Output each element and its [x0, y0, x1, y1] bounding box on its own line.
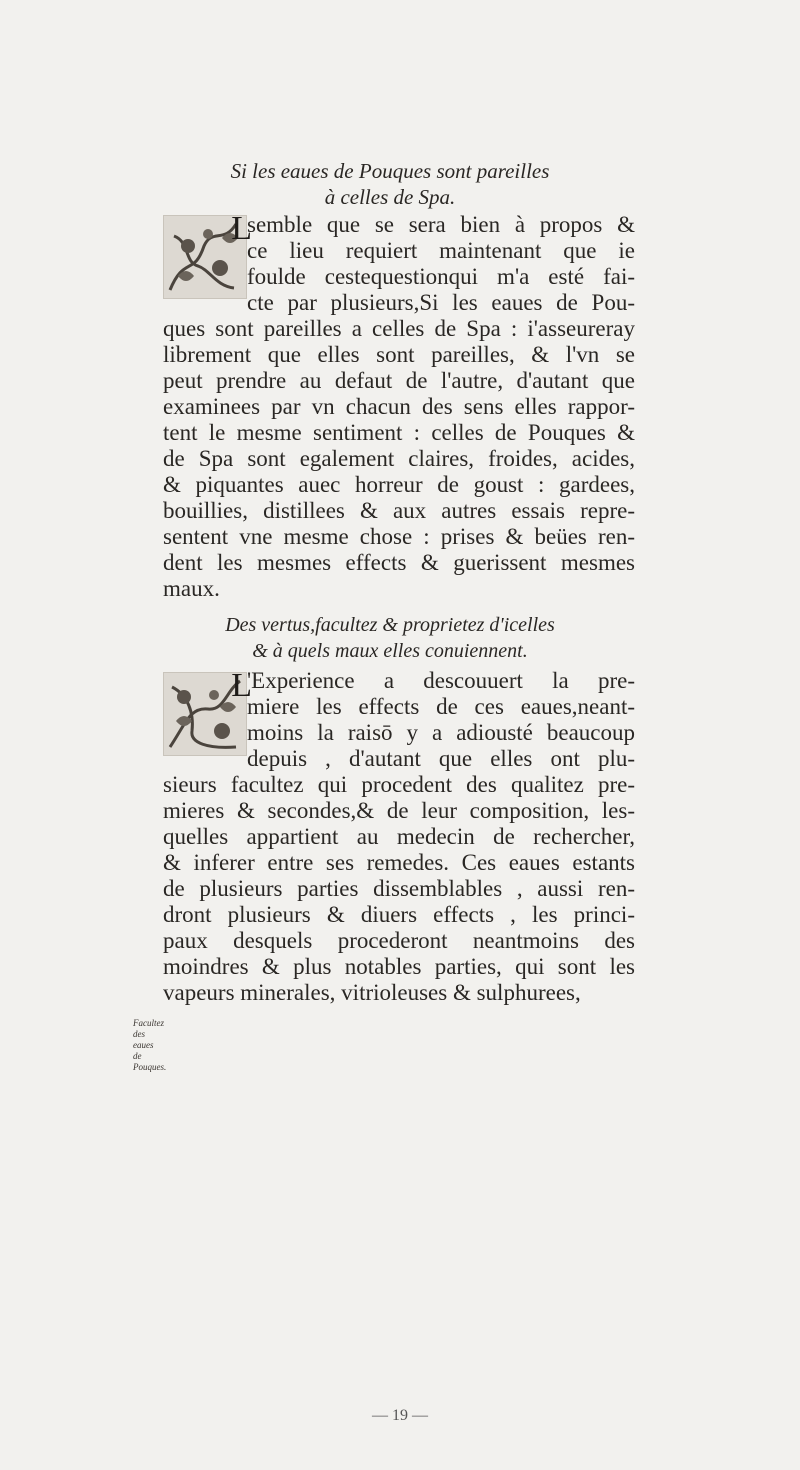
- heading-line: à celles de Spa.: [324, 185, 456, 209]
- text-line: dront plusieurs & diuers effects , les princi-: [163, 902, 635, 927]
- text-line: ce lieu requiert maintenant que ie: [247, 238, 635, 263]
- ornamental-initial-L: [163, 667, 252, 756]
- margin-note-line: de Pouques.: [133, 1051, 167, 1072]
- margin-note-line: des eaues: [133, 1029, 154, 1050]
- heading-line: & à quels maux elles conuiennent.: [252, 640, 528, 662]
- margin-note-line: Facultez: [133, 1018, 164, 1028]
- ornamental-initial-L: [163, 210, 252, 299]
- text-line: quelles appartient au medecin de rechercher,: [163, 824, 635, 849]
- chapter-heading: [150, 158, 630, 210]
- text-line: & piquantes auec horreur de goust : gardees,: [163, 472, 635, 497]
- text-line: dent les mesmes effects & guerissent mesmes: [163, 550, 635, 575]
- text-line: sentent vne mesme chose : prises & beües ren-: [163, 524, 635, 549]
- text-line: & inferer entre ses remedes. Ces eaues estants: [163, 850, 635, 875]
- text-line: mieres & secondes,& de leur composition, les-: [163, 798, 635, 823]
- text-line: peut prendre au defaut de l'autre, d'autant que: [163, 368, 635, 393]
- text-line: bouillies, distillees & aux autres essais repre-: [163, 498, 635, 523]
- text-line: de Spa sont egalement claires, froides, acides,: [163, 446, 635, 471]
- text-line: librement que elles sont pareilles, & l'vn se: [163, 342, 635, 367]
- text-line: miere les effects de ces eaues,neant-: [247, 694, 635, 719]
- margin-note: [133, 1018, 167, 1073]
- text-line: de plusieurs parties dissemblables , aussi ren-: [163, 876, 635, 901]
- text-line: paux desquels procederont neantmoins des: [163, 928, 635, 953]
- text-line: 'Experience a descouuert la pre-: [247, 668, 635, 693]
- text-line: maux.: [163, 576, 220, 601]
- page-number: — 19 —: [372, 1407, 428, 1424]
- text-line: semble que se sera bien à propos &: [247, 212, 635, 237]
- dropcap-letter: L: [231, 667, 252, 704]
- text-line: ques sont pareilles a celles de Spa : i'asseureray: [163, 316, 635, 341]
- dropcap-letter: L: [231, 210, 252, 247]
- text-line: depuis , d'autant que elles ont plu-: [247, 746, 635, 771]
- section-heading: [150, 612, 630, 664]
- text-line: examinees par vn chacun des sens elles rappor-: [163, 394, 635, 419]
- text-line: foulde cestequestionqui m'a esté fai-: [247, 264, 635, 289]
- text-line: moindres & plus notables parties, qui sont les: [163, 954, 635, 979]
- heading-line: Si les eaues de Pouques sont pareilles: [230, 159, 550, 183]
- heading-line: Des vertus,facultez & proprietez d'icelles: [225, 614, 555, 636]
- text-line: tent le mesme sentiment : celles de Pouques &: [163, 420, 635, 445]
- text-line: moins la raisō y a adiousté beaucoup: [247, 720, 635, 745]
- text-line: sieurs facultez qui procedent des qualitez pre-: [163, 772, 635, 797]
- text-line: cte par plusieurs,Si les eaues de Pou-: [247, 290, 635, 315]
- text-line: vapeurs minerales, vitrioleuses & sulphurees,: [163, 980, 581, 1005]
